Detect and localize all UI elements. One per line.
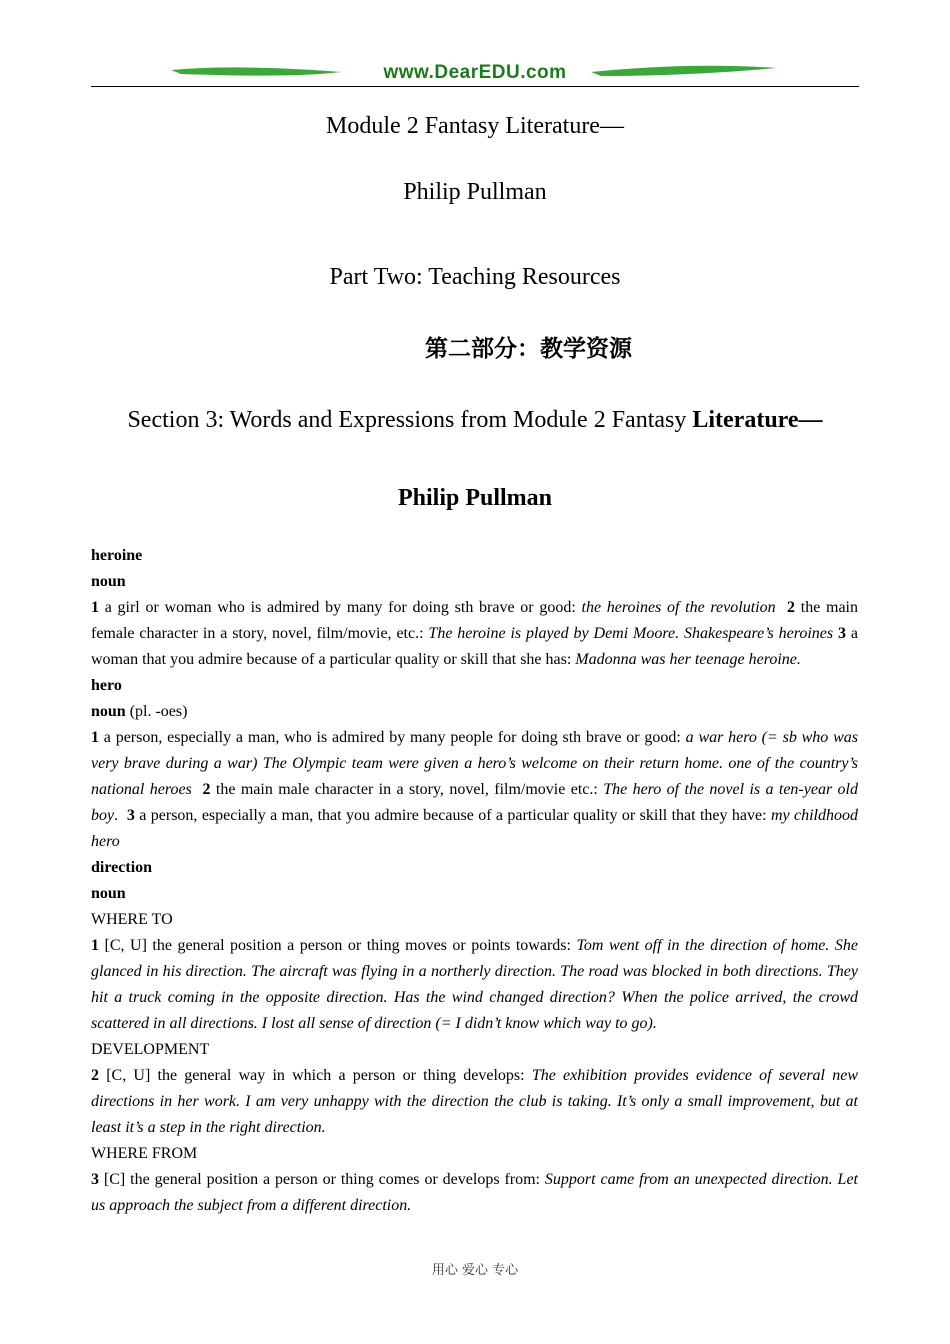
sense-number: 1 — [91, 729, 99, 746]
sense-heading: WHERE FROM — [91, 1145, 198, 1162]
sense-definition: the main male character in a story, novel, film/movie etc.: — [210, 781, 604, 798]
title-section-author: Philip Pullman — [397, 485, 553, 511]
title-module: Module 2 Fantasy Literature— — [326, 113, 624, 139]
sense-heading: DEVELOPMENT — [91, 1041, 210, 1058]
entry-senses — [91, 595, 858, 673]
entry-senses — [91, 725, 858, 855]
sense-example: a war hero (= sb who was very brave during a war) The Olympic team were given a hero’s welcome on their return home. one of the country’s national heroes — [91, 729, 858, 798]
sense-definition: a woman that you admire because of a particular quality or skill that she has: — [91, 625, 859, 668]
sense-definition: [C, U] the general position a person or thing moves or points towards: — [99, 937, 577, 954]
entry-pos-note: (pl. -oes) — [125, 703, 188, 720]
title-section-3 — [0, 405, 950, 435]
sense-heading: WHERE TO — [91, 911, 173, 928]
sense-example: Tom went off in the direction of home. She glanced in his direction. The aircraft was flying in a northerly direction. The road was blocked in both directions. They hit a truck coming in the opposite direction. Has the wind changed direction? When the police arrived, the crowd scattered in all directions. I lost all sense of direction (= I didn’t know which way to go). — [91, 937, 858, 1032]
entry-sense — [91, 1063, 858, 1141]
sense-example: The hero of the novel is a ten-year old boy — [91, 781, 859, 824]
section-title-normal: Section 3: Words and Expressions from Module 2 Fantasy — [127, 407, 693, 433]
entry-sense — [91, 933, 858, 1037]
entry-headword: direction — [91, 859, 153, 876]
logo-text: www.DearEDU.com — [383, 62, 567, 83]
sense-number: 1 — [91, 937, 99, 954]
sense-example: The heroine is played by Demi Moore. Shakespeare’s heroines — [428, 625, 834, 642]
sense-number: 1 — [91, 599, 99, 616]
sense-number: 3 — [126, 807, 135, 824]
title-author: Philip Pullman — [403, 179, 547, 205]
sense-number: 2 — [202, 781, 211, 798]
sense-example: my childhood hero — [91, 807, 858, 850]
title-part-two: Part Two: Teaching Resources — [329, 264, 621, 290]
title-part-two-chinese: 第二部分：教学资源 — [425, 336, 632, 362]
sense-number: 3 — [91, 1171, 99, 1188]
sense-example: Support came from an unexpected direction. Let us approach the subject from a different direction. — [91, 1171, 858, 1214]
sense-example: Madonna was her teenage heroine. — [575, 651, 801, 668]
page-footer: 用心 爱心 专心 — [431, 1263, 519, 1278]
vocabulary-entries — [91, 543, 858, 1219]
entry-sense — [91, 1167, 858, 1219]
sense-definition: the main female character in a story, novel, film/movie, etc.: — [91, 599, 859, 642]
header-rule — [91, 86, 859, 87]
entry-pos: noun — [91, 885, 126, 902]
sense-definition: a person, especially a man, that you admire because of a particular quality or skill that they have: — [134, 807, 771, 824]
sense-definition: [C] the general position a person or thing comes or develops from: — [99, 1171, 545, 1188]
section-title-bold: Literature— — [692, 407, 823, 433]
sense-number: 2 — [91, 1067, 99, 1084]
sense-punctuation: . — [114, 807, 119, 824]
sense-number: 2 — [787, 599, 796, 616]
sense-definition: [C, U] the general way in which a person or thing develops: — [99, 1067, 532, 1084]
sense-definition: a girl or woman who is admired by many for doing sth brave or good: — [99, 599, 582, 616]
sense-example: The exhibition provides evidence of several new directions in her work. I am very unhappy with the direction the club is taking. It’s only a small improvement, but at least it’s a step in the right direction. — [91, 1067, 858, 1136]
entry-headword: heroine — [91, 547, 143, 564]
entry-headword: hero — [91, 677, 122, 694]
sense-definition: a person, especially a man, who is admired by many people for doing sth brave or good: — [99, 729, 686, 746]
entry-pos: noun — [91, 573, 126, 590]
entry-pos-line — [91, 699, 858, 725]
sense-number: 3 — [838, 625, 847, 642]
entry-pos: noun — [91, 703, 126, 720]
sense-example: the heroines of the revolution — [581, 599, 776, 616]
